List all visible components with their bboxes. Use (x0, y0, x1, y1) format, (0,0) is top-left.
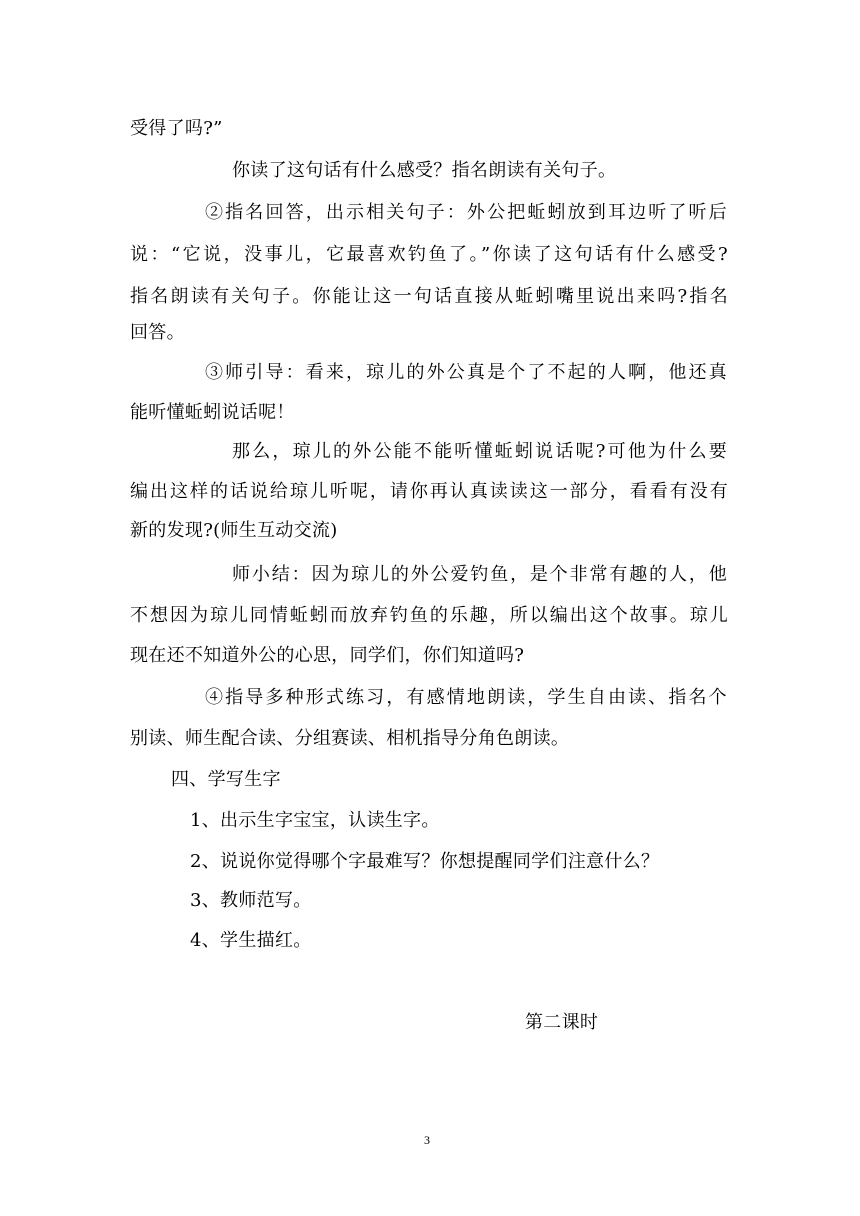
text-line: 说：“它说，没事儿，它最喜欢钓鱼了。”你读了这句话有什么感受? (130, 244, 728, 265)
text-line: 新的发现?(师生互动交流) (130, 520, 338, 541)
text-line: 能听懂蚯蚓说话呢！ (130, 402, 295, 423)
text-line: 回答。 (130, 322, 185, 343)
list-item: 4、学生描红。 (190, 930, 312, 951)
text-line: 受得了吗?” (130, 118, 223, 139)
list-item: 3、教师范写。 (190, 890, 312, 911)
page-number: 3 (424, 1133, 430, 1147)
text-line: 别读、师生配合读、分组赛读、相机指导分角色朗读。 (130, 728, 570, 749)
text-line: 现在还不知道外公的心思，同学们，你们知道吗? (130, 645, 525, 666)
text-line: ②指名回答，出示相关句子：外公把蚯蚓放到耳边听了听后 (205, 202, 727, 223)
list-item: 1、出示生字宝宝，认读生字。 (190, 810, 440, 831)
section-heading: 四、学写生字 (171, 769, 281, 790)
list-item: 2、说说你觉得哪个字最难写？你想提醒同学们注意什么？ (190, 851, 660, 872)
text-line: 那么，琼儿的外公能不能听懂蚯蚓说话呢?可他为什么要 (232, 441, 727, 462)
text-line: 不想因为琼儿同情蚯蚓而放弃钓鱼的乐趣，所以编出这个故事。琼儿 (130, 605, 728, 626)
text-line: ④指导多种形式练习，有感情地朗读，学生自由读、指名个 (205, 687, 727, 708)
text-line: 师小结：因为琼儿的外公爱钓鱼，是个非常有趣的人，他 (232, 564, 727, 585)
text-line: 指名朗读有关句子。你能让这一句话直接从蚯蚓嘴里说出来吗?指名 (130, 286, 728, 307)
text-line: 编出这样的话说给琼儿听呢，请你再认真读读这一部分，看看有没有 (130, 481, 728, 502)
text-line: ③师引导：看来，琼儿的外公真是个了不起的人啊，他还真 (205, 362, 727, 383)
lesson-heading: 第二课时 (525, 1012, 599, 1033)
text-line: 你读了这句话有什么感受？指名朗读有关句子。 (232, 160, 617, 181)
